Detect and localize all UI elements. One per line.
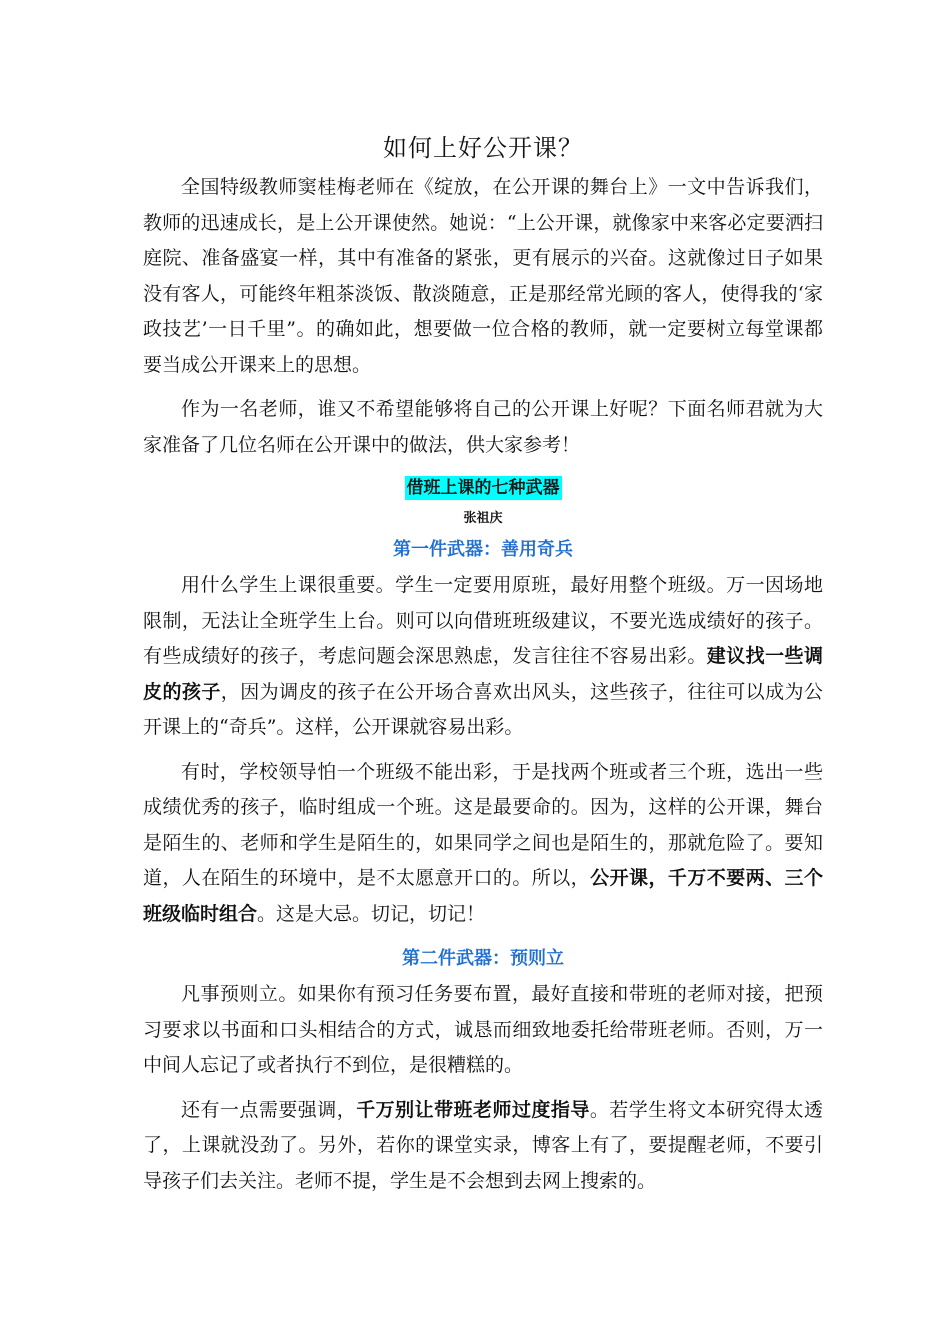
document-body [143, 128, 823, 1208]
bold-text: 建议找一些调皮的孩子 [143, 645, 823, 703]
section-title: 借班上课的七种武器 [406, 478, 560, 498]
text-run: 有时，学校领导怕一个班级不能出彩，于是找两个班或者三个班，选出一些成绩优秀的孩子，临时组成一个班。这是最要命的。因为，这样的公开课，舞台是陌生的、老师和学生是陌生的，如果同学之间也是陌生的，那就危险了。要知道，人在陌生的环境中，是不太愿意开口的。所以， [143, 760, 823, 889]
intro-paragraph-2: 作为一名老师，谁又不希望能够将自己的公开课上好呢？下面名师君就为大家准备了几位名师在公开课中的做法，供大家参考！ [143, 398, 823, 456]
author-name: 张祖庆 [463, 511, 503, 526]
weapon-2-paragraph-2 [143, 1093, 823, 1200]
bold-text: 公开课，千万不要两、三个班级临时组合 [143, 867, 823, 925]
text-run: 。若学生将文本研究得太透了，上课就没劲了。另外，若你的课堂实录，博客上有了，要提醒老师，不要引导孩子们去关注。老师不提，学生是不会想到去网上搜索的。 [143, 1098, 823, 1192]
text-run: 还有一点需要强调， [181, 1098, 357, 1121]
text-run: 用什么学生上课很重要。学生一定要用原班，最好用整个班级。万一因场地限制，无法让全班学生上台。则可以向借班班级建议，不要光选成绩好的孩子。有些成绩好的孩子，考虑问题会深思熟虑，发言往往不容易出彩。 [143, 574, 823, 667]
intro-paragraph-1: 全国特级教师窦桂梅老师在《绽放，在公开课的舞台上》一文中告诉我们，教师的迅速成长，是上公开课使然。她说：“上公开课，就像家中来客必定要洒扫庭院、准备盛宴一样，其中有准备的紧张，更有展示的兴奋。这就像过日子如果没有客人，可能终年粗茶淡饭、散淡随意，正是那经常光顾的客人，使得我的‘家政技艺’一日千里”。的确如此，想要做一位合格的教师，就一定要树立每堂课都要当成公开课来上的思想。 [143, 176, 823, 376]
weapon-2-paragraph-1: 凡事预则立。如果你有预习任务要布置，最好直接和带班的老师对接，把预习要求以书面和口头相结合的方式，诚恳而细致地委托给带班老师。否则，万一中间人忘记了或者执行不到位，是很糟糕的。 [143, 983, 823, 1076]
weapon-1-paragraph-2 [143, 755, 823, 933]
text-run: 。这是大忌。切记，切记！ [257, 902, 486, 925]
text-run: ，因为调皮的孩子在公开场合喜欢出风头，这些孩子，往往可以成为公开课上的“奇兵”。这样，公开课就容易出彩。 [143, 680, 823, 738]
weapon-1-heading: 第一件武器：善用奇兵 [393, 539, 573, 560]
page-title: 如何上好公开课？ [383, 134, 583, 162]
bold-text: 千万别让带班老师过度指导 [356, 1098, 590, 1121]
weapon-2-heading: 第二件武器：预则立 [402, 948, 564, 969]
weapon-1-paragraph-1 [143, 568, 823, 746]
section-title-row [143, 472, 823, 504]
